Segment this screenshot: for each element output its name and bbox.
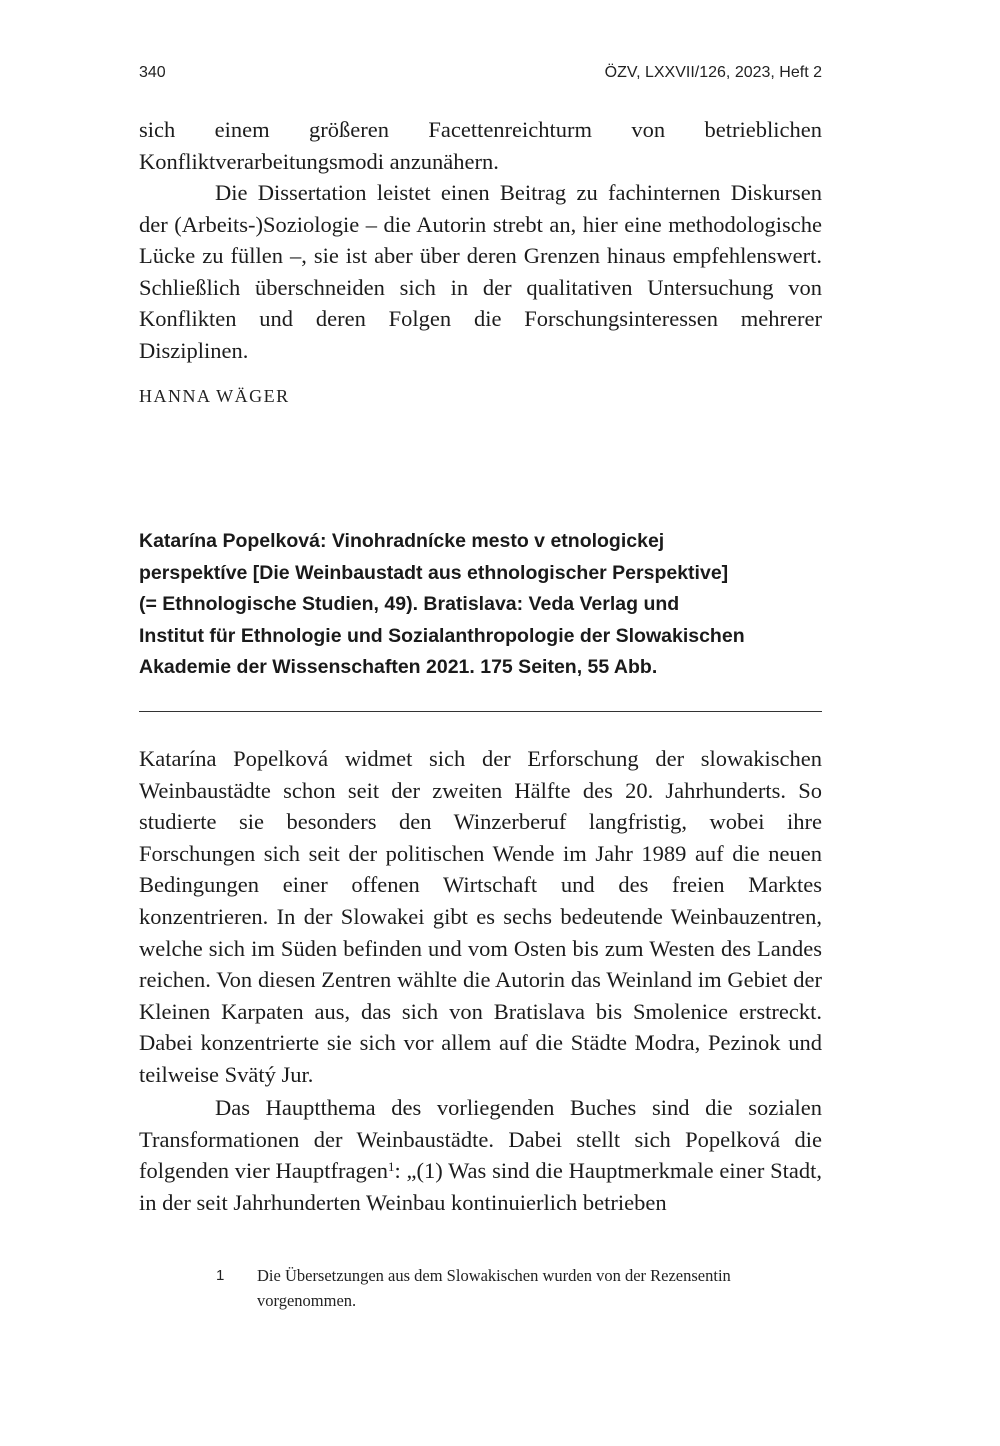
heading-divider: [139, 711, 822, 712]
footnote-text: Die Übersetzungen aus dem Slowakischen wurden von der Rezensentin vorgenommen.: [257, 1266, 731, 1310]
previous-review-paragraph: [139, 177, 822, 367]
review-heading-line: (= Ethnologische Studien, 49). Bratislava: Veda Verlag und: [139, 593, 680, 616]
review-heading-line: Institut für Ethnologie und Sozialanthropologie der Slowakischen: [139, 624, 745, 647]
review-heading-line: perspektíve [Die Weinbaustadt aus ethnologischer Perspektive]: [139, 561, 729, 584]
page-number: 340: [139, 64, 166, 81]
reviewer-signature: HANNA WÄGER: [139, 386, 290, 406]
footnote-number: 1: [216, 1267, 225, 1284]
body-paragraph: sich einem größeren Facettenreichturm von betrieblichen Konfliktverarbeitungsmodi anzunähern.: [139, 117, 822, 174]
footnote: [216, 1263, 822, 1313]
review-heading-line: Akademie der Wissenschaften 2021. 175 Seiten, 55 Abb.: [139, 656, 658, 679]
journal-reference: ÖZV, LXXVII/126, 2023, Heft 2: [604, 64, 822, 81]
body-paragraph: Katarína Popelková widmet sich der Erforschung der slowakischen Weinbaustädte schon seit der zweiten Hälfte des 20. Jahrhunderts. So studierte sie besonders den Winzerberuf langfristig, wobei ihre Forschungen sich seit der politischen Wende im Jahr 1989 auf die neuen Bedingungen einer offenen Wirtschaft und des freien Marktes konzentrieren. In der Slowakei gibt es sechs bedeutende Weinbauzentren, welche sich im Süden befinden und vom Osten bis zum Westen des Landes reichen. Von diesen Zentren wählte die Autorin das Weinland im Gebiet der Kleinen Karpaten aus, das sich von Bratislava bis Smolenice erstreckt. Dabei konzentrierte sie sich vor allem auf die Städte Modra, Pezinok und teilweise Svätý Jur.: [139, 746, 822, 1087]
review-paragraph: [139, 743, 822, 1091]
body-paragraph: Die Dissertation leistet einen Beitrag zu fachinternen Diskursen der (Arbeits-)Soziologie – die Autorin strebt an, hier eine methodologische Lücke zu füllen –, sie ist aber über deren Grenzen hinaus empfehlenswert. Schließlich überschneiden sich in der qualitativen Untersuchung von Konflikten und deren Folgen die Forschungsinteressen mehrerer Disziplinen.: [139, 180, 822, 363]
previous-review-paragraph-end: [139, 114, 822, 177]
review-heading-line: Katarína Popelková: Vinohradnícke mesto v etnologickej: [139, 530, 665, 552]
running-head: [139, 64, 822, 88]
review-paragraph: [139, 1092, 822, 1218]
body-paragraph: [139, 1092, 822, 1218]
paragraph-text: Das Hauptthema des vorliegenden Buches sind die sozialen Transformationen der Weinbaustädte. Dabei stellt sich Popelková die folgenden vier Hauptfragen: [139, 1095, 822, 1184]
footnote-reference[interactable]: 1: [387, 1159, 395, 1175]
review-heading: [139, 526, 822, 684]
paragraph-text: : „(1) Was sind die Hauptmerkmale einer Stadt, in der seit Jahrhunderten Weinbau kontinuierlich betrieben: [139, 1158, 822, 1215]
